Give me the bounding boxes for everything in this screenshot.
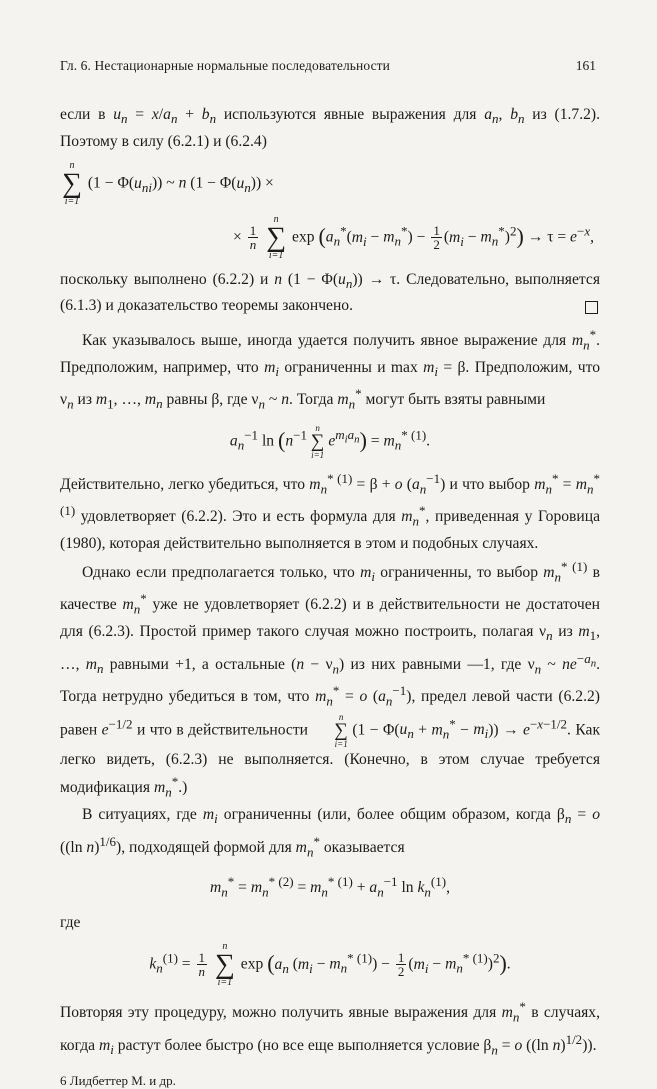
equation: $a_n^{-1}$ $\ln (n^{-1}$ n ∑ i=1 $e^{m_ia_n}) = m_n^{* (1)}$. (229, 422, 431, 460)
signature-mark: 6 Лидбеттер М. и др. (60, 1073, 176, 1089)
equation: $m_n^* = m_n^{* (2)} = m_n^{* (1)} + a_n^{-1}$ $\ln k_n^{(1)}$, (210, 874, 450, 900)
equation: n ∑ i=1 $(1 - \Phi(u_{ni}))$ ~ n $(1 - \Phi(u_n))$ × (62, 159, 274, 207)
equation: $k_n^{(1)}$ = $\frac{1}{n}$ n ∑ i=1 $\exp (a_n$ $(m_i - m_n^{* (1)})$ − $\frac{1}{2}$ $(m_i - m_n^{* (1)})^2$). (149, 940, 511, 988)
page-number: 161 (575, 58, 596, 73)
paragraph: Повторяя эту процедуру, можно получить явные выражения для $m_n^*$ в случаях, когда $m_i$ растут более быстро (но все еще выполняется условие $\beta_n = o$ ((ln n)$^{1/2}$)). (60, 998, 600, 1057)
book-page (60, 58, 600, 1089)
paragraph: Однако если предполагается только, что $m_i$ ограниченны, то выбор $m_n^{* (1)}$ в качестве $m_n^*$ уже не удовлетворяет (6.2.2) и в действительности не достаточен для (6.2.3). Простой пример такого случая можно построить, полагая $\nu_n$ из $m_1$, …, $m_n$ равными +1, а остальные $(n - \nu_n)$ из них равными —1, где $\nu_n$ ~ $ne^{-a_n}$. Тогда нетрудно убедиться в том, что $m_n^* = o$ $(a_n^{-1})$, предел левой части (6.2.2) равен $e^{-1/2}$ и что в действительности n ∑ i=1 $(1 - \Phi(u_n + m_n^* - m_i)) \to e^{-x-1/2}$. Как легко видеть, (6.2.3) не выполняется. (Конечно, в этом случае требуется модификация $m_n^*$.) (60, 558, 601, 800)
paragraph: В ситуациях, где $m_i$ ограниченны (или, более общим образом, когда $\beta_n = o$ ((ln n)$^{1/6}$), подходящей формой для $m_n^*$ оказывается (60, 806, 600, 859)
qed-square-icon (585, 301, 598, 314)
paragraph: если в $u_n = x/a_n + b_n$ используются явные выражения для $a_n$, $b_n$ из (1.7.2). Поэтому в силу (6.2.1) и (6.2.4) (60, 106, 601, 150)
paragraph: Действительно, легко убедиться, что $m_n^{* (1)} = \beta + o$ $(a_n^{-1})$ и что выбор $m_n^* = m_n^{* (1)}$ удовлетворяет (6.2.2). Это и есть формула для $m_n^*$, приведенная у Горовица (1980), которая действительно выполняется в этом и подобных случаях. (60, 470, 601, 553)
chapter-title: Гл. 6. Нестационарные нормальные последовательности (60, 58, 390, 73)
paragraph: где (60, 913, 81, 931)
paragraph: Как указывалось выше, иногда удается получить явное выражение для $m_n^*$. Предположим, например, что $m_i$ ограниченны и $\max m_i = \beta$. Предположим, что $\nu_n$ из $m_1$, …, $m_n$ равны β, где $\nu_n$ ~ n. Тогда $m_n^*$ могут быть взяты равными (60, 326, 601, 412)
paragraph: поскольку выполнено (6.2.2) и n $(1 - \Phi(u_n)) \to \tau$. Следовательно, выполняется (6.1.3) и доказательство теоремы закончено. (60, 270, 600, 315)
running-header (60, 58, 600, 74)
equation: × $\frac{1}{n}$ n ∑ i=1 $\exp (a_n^*(m_i - m_n^*)$ − $\frac{1}{2}$ $(m_i - m_n^*)^2) \to \tau = e^{-x}$, (233, 213, 594, 261)
